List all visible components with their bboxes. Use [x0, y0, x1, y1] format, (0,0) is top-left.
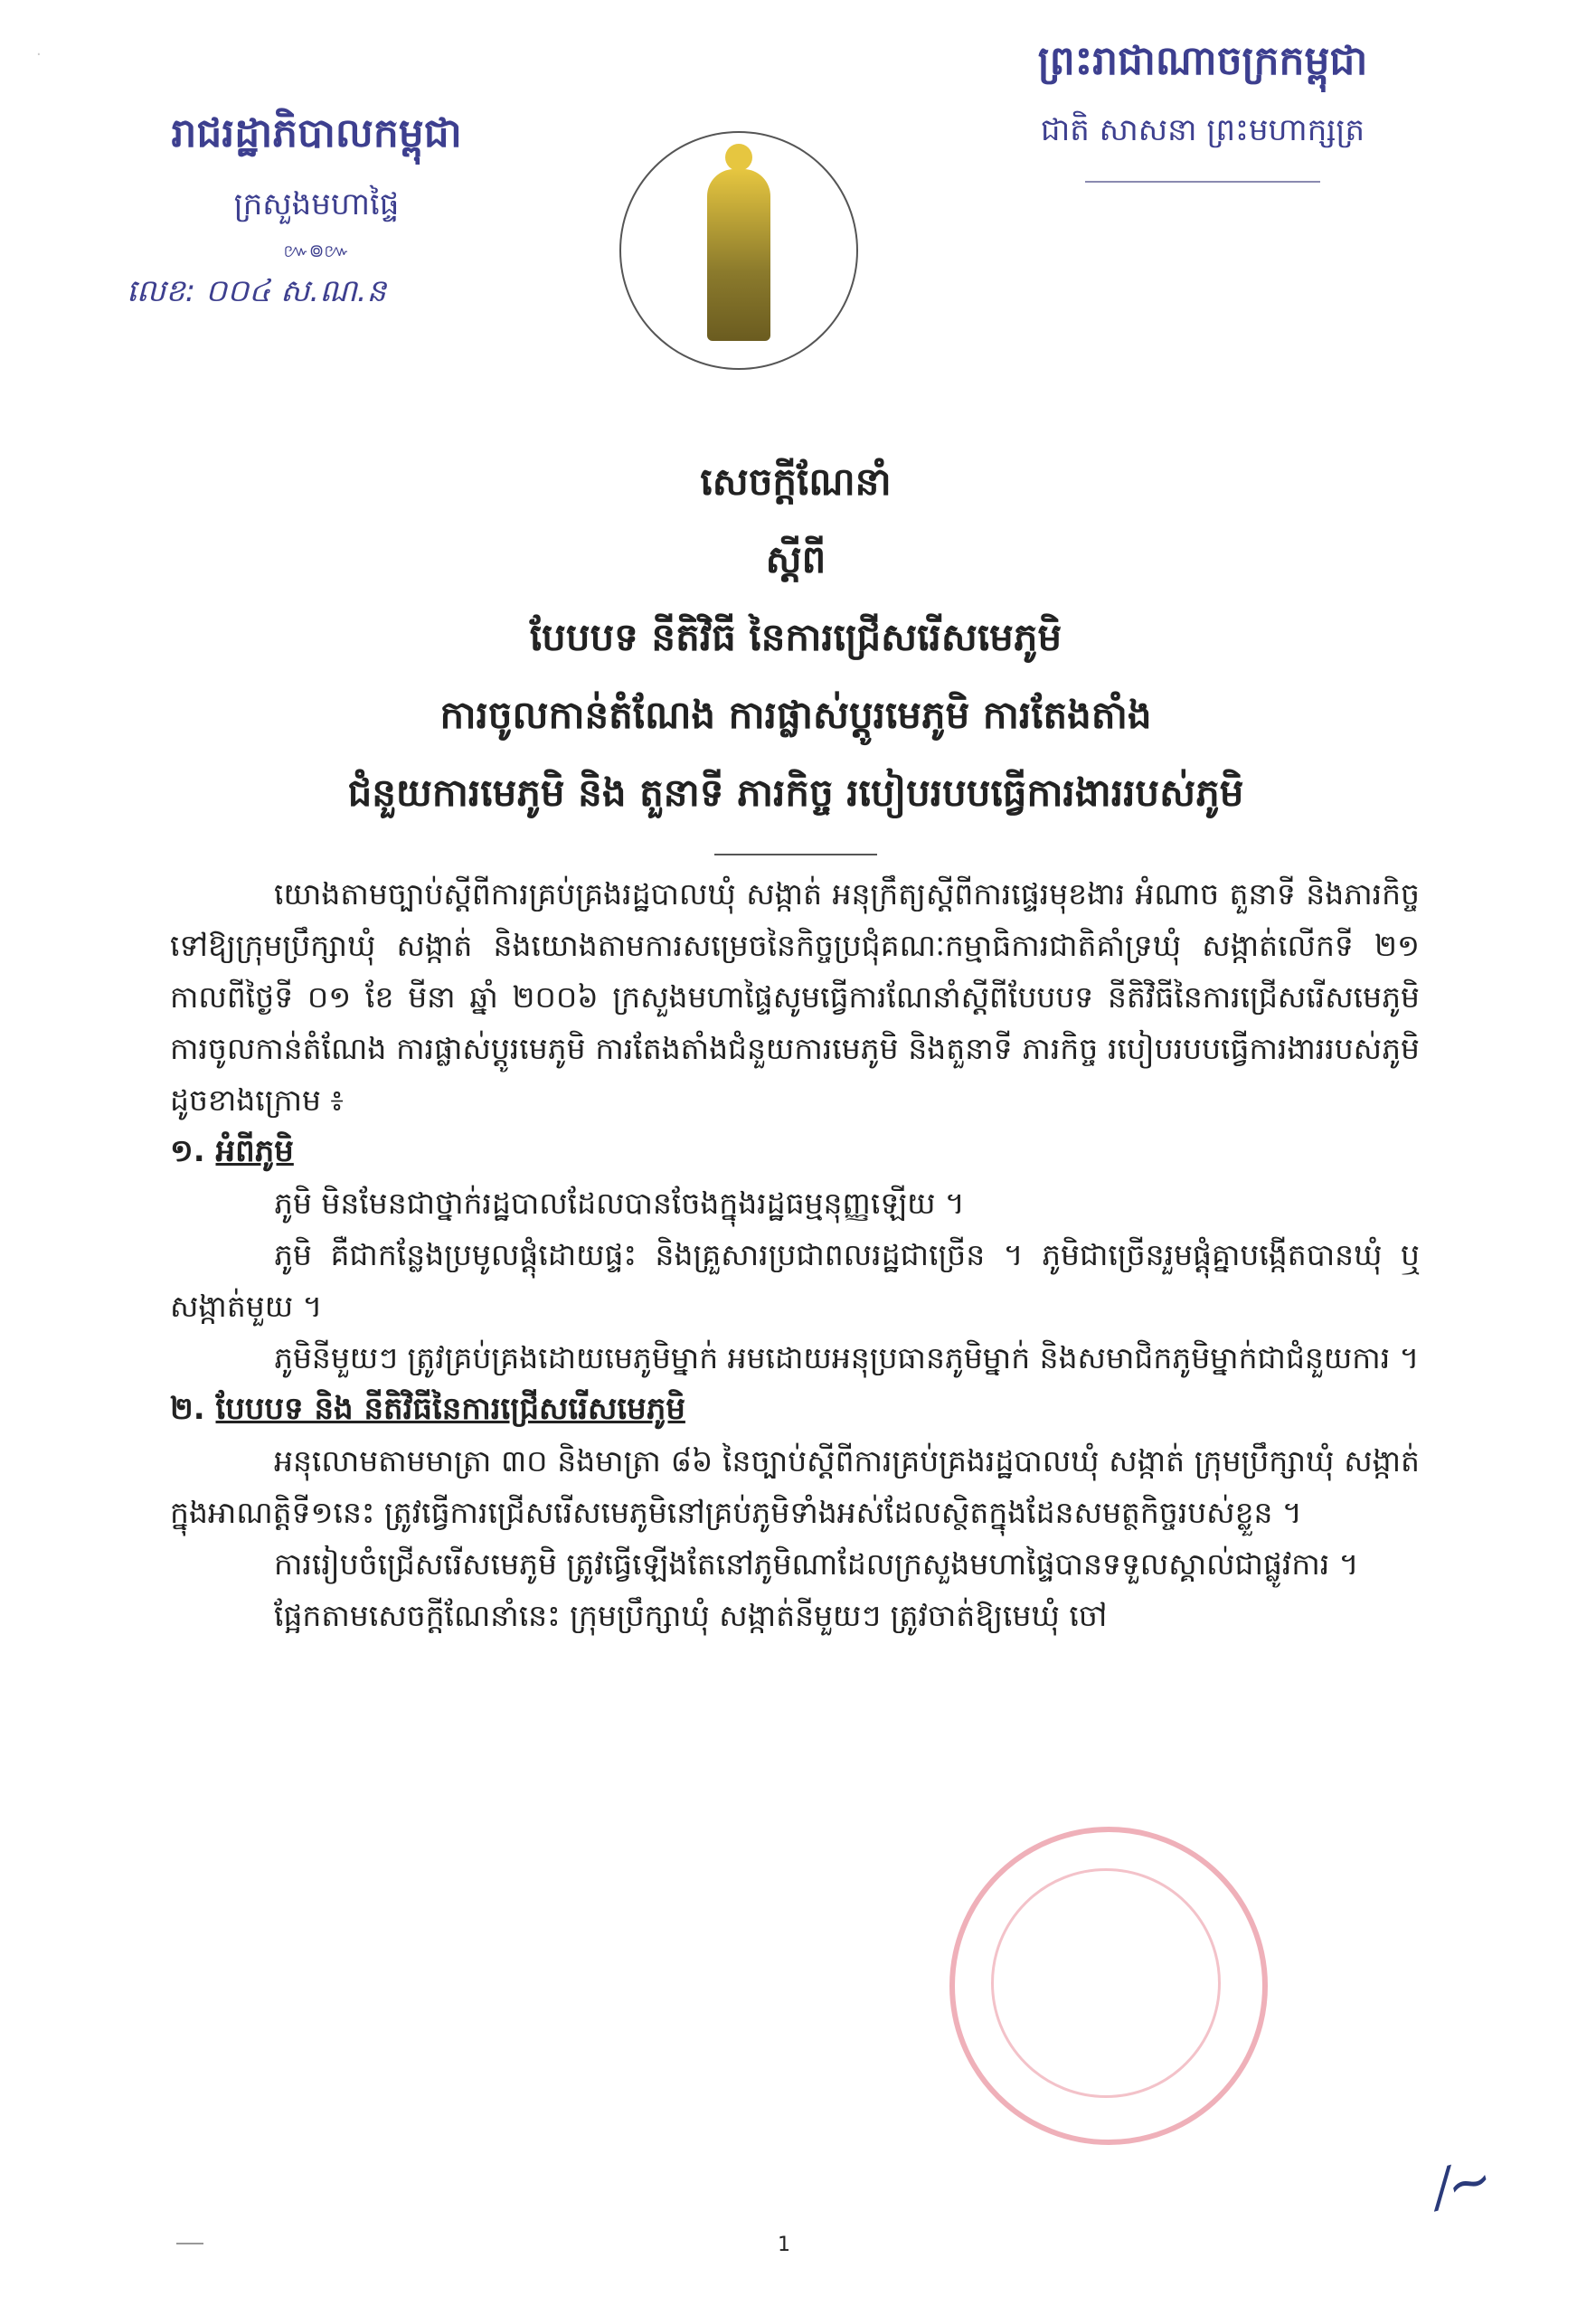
government-name: រាជរដ្ឋាភិបាលកម្ពុជា [171, 110, 462, 156]
intro-paragraph: យោងតាមច្បាប់ស្ដីពីការគ្រប់គ្រងរដ្ឋបាលឃុំ សង្កាត់ អនុក្រឹត្យស្ដីពីការផ្ទេរមុខងារ អំណាច តួនាទី និងភារកិច្ចទៅឱ្យក្រុមប្រឹក្សាឃុំ សង្កាត់ និងយោងតាមការសម្រេចនៃកិច្ចប្រជុំគណៈកម្មាធិការជាតិគាំទ្រឃុំ សង្កាត់លើកទី ២១ កាលពីថ្ងៃទី ០១ ខែ មីនា ឆ្នាំ ២០០៦ ក្រសួងមហាផ្ទៃសូមធ្វើការណែនាំស្ដីពីបែបបទ នីតិវិធីនៃការជ្រើសរើសមេភូមិ ការចូលកាន់តំណែង ការផ្លាស់ប្ដូរមេភូមិ ការតែងតាំងជំនួយការមេភូមិ និងតួនាទី ភារកិច្ច របៀបរបបធ្វើការងាររបស់ភូមិ ដូចខាងក្រោម ៖ [170, 876, 1420, 1118]
page-number: 1 [778, 2234, 790, 2256]
paragraph: ភូមិ គឺជាកន្លែងប្រមូលផ្ដុំដោយផ្ទះ និងគ្រួសារប្រជាពលរដ្ឋជាច្រើន ។ ភូមិជាច្រើនរួមផ្ដុំគ្នាបង្កើតបានឃុំ ឬសង្កាត់មួយ ។ [170, 1237, 1420, 1324]
section-title: បែបបទ និង នីតិវិធីនៃការជ្រើសរើសមេភូមិ [215, 1391, 685, 1427]
ministry-header [99, 109, 534, 317]
divider [1085, 181, 1320, 183]
kingdom-name: ព្រះរាជាណាចក្រកម្ពុជា [1037, 38, 1368, 84]
royal-emblem [619, 131, 858, 370]
title-line: សេចក្ដីណែនាំ [700, 459, 892, 504]
ministry-name: ក្រសួងមហាផ្ទៃ [233, 186, 400, 222]
section-title: អំពីភូមិ [215, 1133, 294, 1169]
section-number: ១. [170, 1133, 205, 1169]
title-line: ជំនួយការមេភូមិ និង តួនាទី ភារកិច្ច របៀបរបបធ្វើការងាររបស់ភូមិ [347, 770, 1244, 815]
section-heading [170, 1126, 1420, 1177]
paragraph: អនុលោមតាមមាត្រា ៣០ និងមាត្រា ៨៦ នៃច្បាប់ស្ដីពីការគ្រប់គ្រងរដ្ឋបាលឃុំ សង្កាត់ ក្រុមប្រឹក្សាឃុំ សង្កាត់ក្នុងអាណត្តិទី១នេះ ត្រូវធ្វើការជ្រើសរើសមេភូមិនៅគ្រប់ភូមិទាំងអស់ដែលស្ថិតក្នុងដែនសមត្ថកិច្ចរបស់ខ្លួន ។ [170, 1443, 1420, 1530]
footer-mark [176, 2243, 203, 2244]
emblem-body [707, 169, 770, 341]
document-title [163, 443, 1429, 855]
title-line: បែបបទ នីតិវិធី នៃការជ្រើសរើសមេភូមិ [529, 615, 1062, 659]
scan-mark: · [36, 45, 42, 64]
paragraph: ផ្អែកតាមសេចក្ដីណែនាំនេះ ក្រុមប្រឹក្សាឃុំ សង្កាត់នីមួយៗ ត្រូវចាត់ឱ្យមេឃុំ ចៅ [274, 1598, 1108, 1633]
section-heading [170, 1384, 1420, 1435]
initial-signature: ⁄~ [1430, 2146, 1500, 2222]
title-line: ការចូលកាន់តំណែង ការផ្លាស់ប្ដូរមេភូមិ ការតែងតាំង [439, 693, 1152, 737]
national-motto: ជាតិ សាសនា ព្រះមហាក្សត្រ [1040, 112, 1365, 148]
official-stamp [949, 1827, 1268, 2145]
paragraph: ការរៀបចំជ្រើសរើសមេភូមិ ត្រូវធ្វើឡើងតែនៅភូមិណាដែលក្រសួងមហាផ្ទៃបានទទួលស្គាល់ជាផ្លូវការ ។ [274, 1546, 1359, 1582]
title-line: ស្ដីពី [765, 537, 826, 581]
document-body [170, 868, 1420, 1641]
emblem-crown [725, 144, 752, 171]
section-number: ២. [170, 1391, 205, 1427]
ornament: ៚៙៚ [283, 240, 350, 261]
reference-number: លេខ: ០០៤ ស.ណ.ន [127, 273, 387, 309]
divider [714, 854, 877, 855]
paragraph: ភូមិនីមួយៗ ត្រូវគ្រប់គ្រងដោយមេភូមិម្នាក់ អមដោយអនុប្រធានភូមិម្នាក់ និងសមាជិកភូមិម្នាក់ជាជំនួយការ ។ [274, 1340, 1420, 1375]
kingdom-header [986, 36, 1420, 183]
paragraph: ភូមិ មិនមែនជាថ្នាក់រដ្ឋបាលដែលបានចែងក្នុងរដ្ឋធម្មនុញ្ញឡើយ ។ [274, 1186, 965, 1221]
